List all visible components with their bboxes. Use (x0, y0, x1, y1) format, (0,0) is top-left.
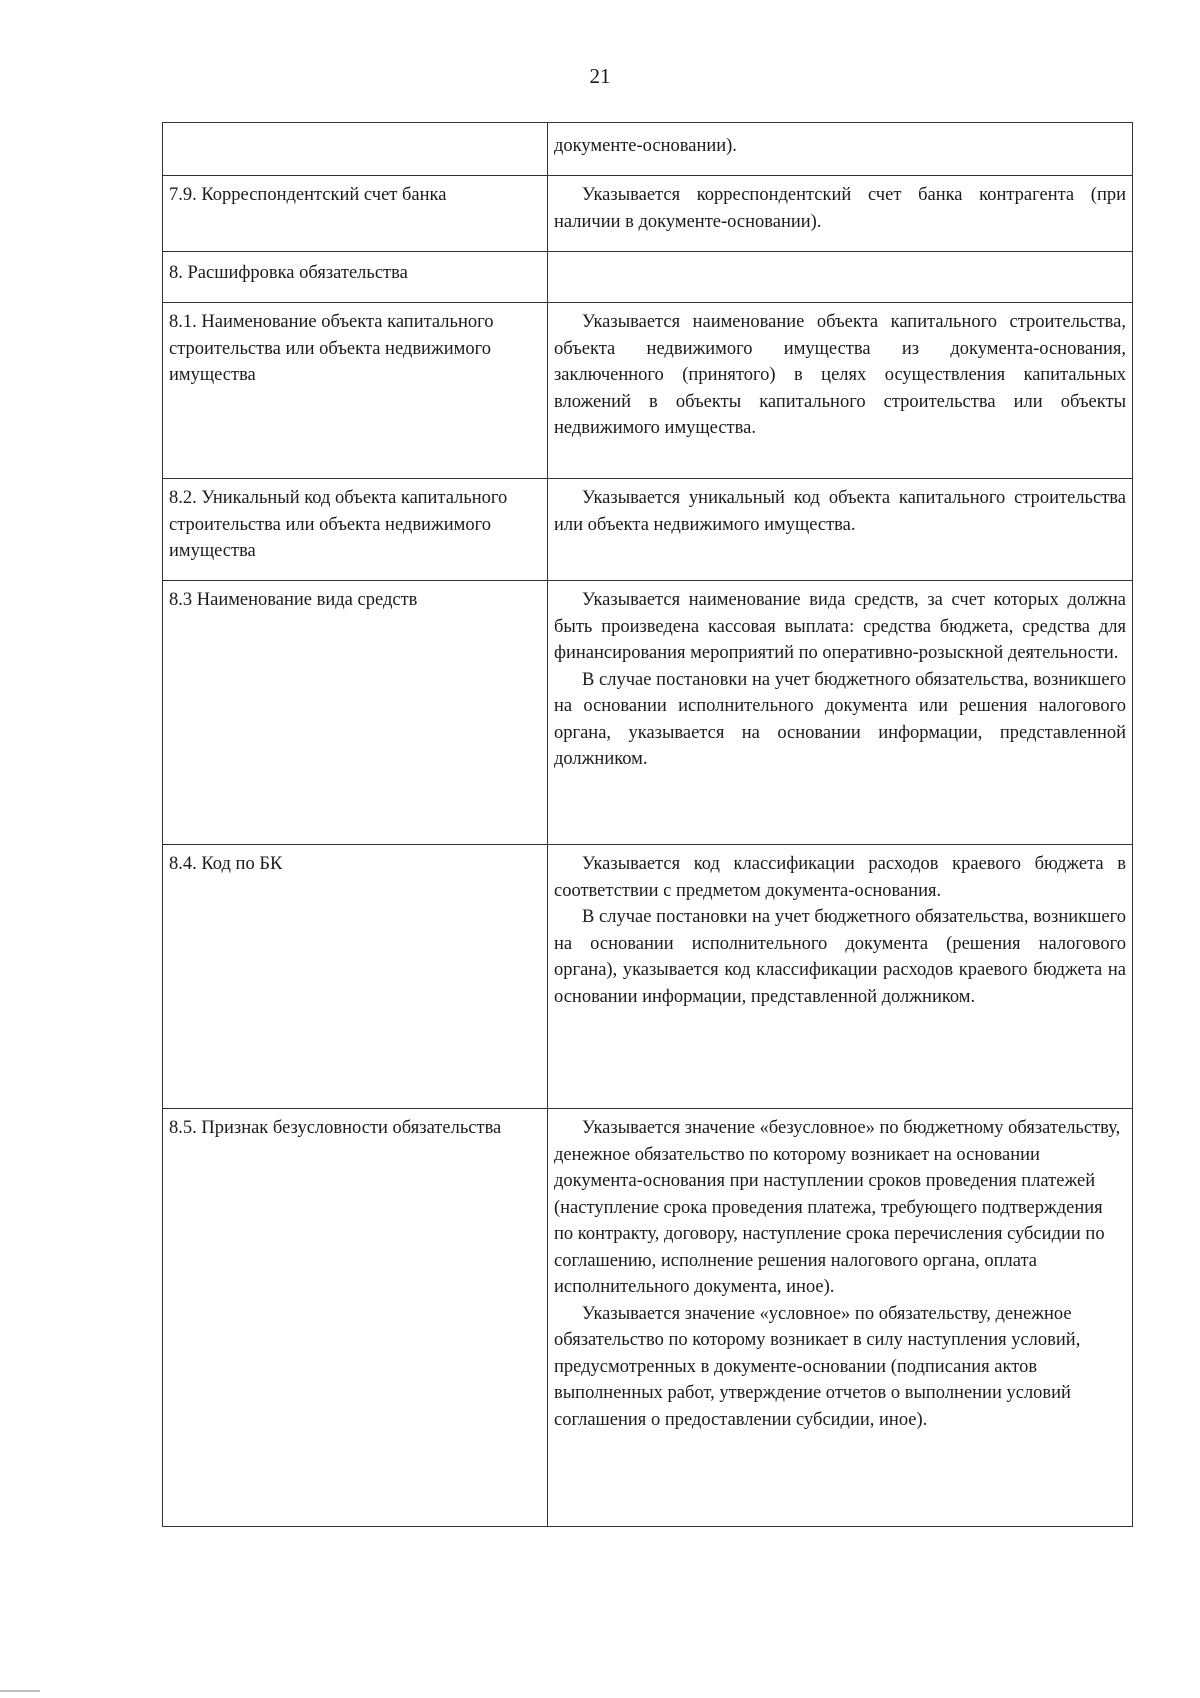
description-paragraph: Указывается уникальный код объекта капитального строительства или объекта недвижимого имущества. (554, 488, 1126, 535)
table-row (163, 176, 1133, 252)
row-label: 8.5. Признак безусловности обязательства (163, 1109, 548, 1527)
row-label: 8.3 Наименование вида средств (163, 581, 548, 845)
table-row (163, 1109, 1133, 1527)
description-paragraph: В случае постановки на учет бюджетного обязательства, возникшего на основании исполнительного документа или решения налогового органа, указывается на основании информации, представленной должником. (554, 669, 1126, 769)
table-row (163, 252, 1133, 303)
row-label: 8. Расшифровка обязательства (163, 252, 548, 303)
description-paragraph: В случае постановки на учет бюджетного обязательства, возникшего на основании исполнительного документа (решения налогового органа), указывается код классификации расходов краевого бюджета на основании информации, представленной должником. (554, 907, 1126, 1007)
row-description (548, 1109, 1133, 1527)
table-row (163, 303, 1133, 479)
description-paragraph: Указывается корреспондентский счет банка контрагента (при наличии в документе-основании). (554, 185, 1126, 232)
table-row (163, 845, 1133, 1109)
row-description (548, 176, 1133, 252)
document-table (162, 122, 1133, 1527)
row-label: 7.9. Корреспондентский счет банка (163, 176, 548, 252)
description-paragraph: Указывается наименование объекта капитального строительства, объекта недвижимого имущества из документа-основания, заключенного (принятого) в целях осуществления капитальных вложений в объекты капитального строительства или объекты недвижимого имущества. (554, 312, 1126, 438)
row-label: 8.1. Наименование объекта капитального строительства или объекта недвижимого имущества (163, 303, 548, 479)
row-description (548, 303, 1133, 479)
row-label: 8.4. Код по БК (163, 845, 548, 1109)
description-paragraph: Указывается значение «безусловное» по бюджетному обязательству, денежное обязательство по которому возникает на основании документа-основания при наступлении сроков проведения платежей (наступление срока проведения платежа, требующего подтверждения по контракту, договору, наступление срока перечисления субсидии по соглашению, исполнение решения налогового органа, оплата исполнительного документа, иное). (554, 1118, 1121, 1297)
row-description (548, 123, 1133, 176)
description-paragraph: Указывается наименование вида средств, за счет которых должна быть произведена кассовая выплата: средства бюджета, средства для финансирования мероприятий по оперативно-розыскной деятельности. (554, 590, 1126, 663)
description-paragraph: Указывается код классификации расходов краевого бюджета в соответствии с предметом документа-основания. (554, 854, 1126, 901)
row-label (163, 123, 548, 176)
row-description (548, 845, 1133, 1109)
table-row (163, 123, 1133, 176)
table-row (163, 479, 1133, 581)
row-label: 8.2. Уникальный код объекта капитального строительства или объекта недвижимого имущества (163, 479, 548, 581)
scan-edge-mark (0, 1690, 40, 1692)
row-description (548, 581, 1133, 845)
row-description (548, 252, 1133, 303)
page-number: 21 (589, 64, 611, 88)
row-description (548, 479, 1133, 581)
description-paragraph: документе-основании). (554, 136, 737, 156)
description-paragraph: Указывается значение «условное» по обязательству, денежное обязательство по которому возникает в силу наступления условий, предусмотренных в документе-основании (подписания актов выполненных работ, утверждение отчетов о выполнении условий соглашения о предоставлении субсидии, иное). (554, 1303, 1081, 1430)
table-row (163, 581, 1133, 845)
